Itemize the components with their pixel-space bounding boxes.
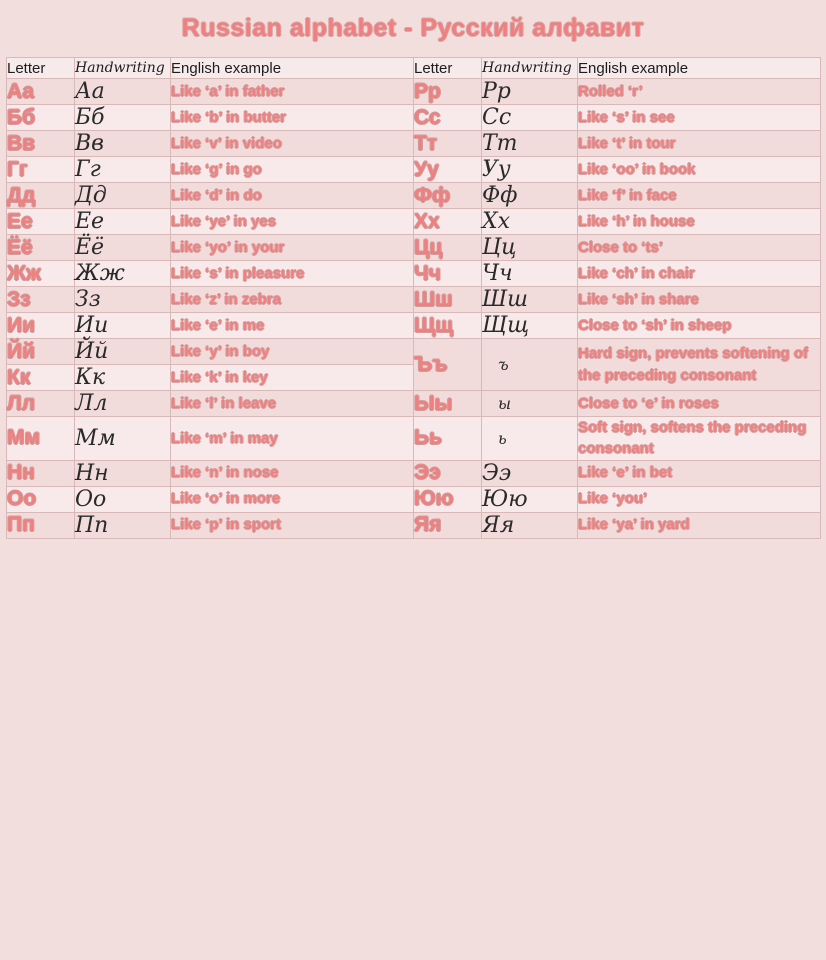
english-example-cell: Like ‘oo’ in book [578, 157, 821, 183]
letter-cell: Ёё [7, 235, 75, 261]
english-example-cell: Like ‘g’ in go [171, 157, 414, 183]
letter-cell: Ъъ [414, 339, 482, 391]
letter-cell: Вв [7, 131, 75, 157]
english-example-cell: Like ‘z’ in zebra [171, 287, 414, 313]
english-example-cell: Like ‘ye’ in yes [171, 209, 414, 235]
handwriting-cell: Ее [75, 209, 171, 235]
header-letter-right: Letter [414, 58, 482, 79]
english-example-cell: Close to ‘ts’ [578, 235, 821, 261]
handwriting-cell: Зз [75, 287, 171, 313]
letter-cell: Оо [7, 486, 75, 512]
english-example-cell: Like ‘h’ in house [578, 209, 821, 235]
table-row [7, 209, 821, 235]
handwriting-cell: Аа [75, 79, 171, 105]
handwriting-cell: Яя [482, 512, 578, 538]
handwriting-cell: Юю [482, 486, 578, 512]
handwriting-cell: Пп [75, 512, 171, 538]
english-example-cell: Like ‘k’ in key [171, 365, 414, 391]
handwriting-cell: Щщ [482, 313, 578, 339]
table-body [7, 79, 821, 539]
english-example-cell: Like ‘e’ in me [171, 313, 414, 339]
handwriting-cell: Хх [482, 209, 578, 235]
table-row [7, 261, 821, 287]
letter-cell: Сс [414, 105, 482, 131]
letter-cell: Ээ [414, 460, 482, 486]
english-example-cell: Like ‘d’ in do [171, 183, 414, 209]
letter-cell: Жж [7, 261, 75, 287]
letter-cell: Лл [7, 391, 75, 417]
handwriting-cell: Вв [75, 131, 171, 157]
english-example-cell: Like ‘o’ in more [171, 486, 414, 512]
header-handwriting-right: Handwriting [482, 58, 578, 79]
english-example-cell: Like ‘t’ in tour [578, 131, 821, 157]
table-row [7, 79, 821, 105]
english-example-cell: Like ‘ya’ in yard [578, 512, 821, 538]
table-row [7, 460, 821, 486]
handwriting-cell: Ээ [482, 460, 578, 486]
header-row [7, 58, 821, 79]
handwriting-cell: ъ [482, 339, 578, 391]
table-row [7, 131, 821, 157]
letter-cell: Цц [414, 235, 482, 261]
english-example-cell: Like ‘s’ in pleasure [171, 261, 414, 287]
letter-cell: Пп [7, 512, 75, 538]
letter-cell: Бб [7, 105, 75, 131]
letter-cell: Мм [7, 417, 75, 461]
english-example-cell: Like ‘y’ in boy [171, 339, 414, 365]
letter-cell: Йй [7, 339, 75, 365]
letter-cell: Кк [7, 365, 75, 391]
english-example-cell: Close to ‘e’ in roses [578, 391, 821, 417]
handwriting-cell: Фф [482, 183, 578, 209]
letter-cell: Ее [7, 209, 75, 235]
handwriting-cell: Жж [75, 261, 171, 287]
handwriting-cell: Нн [75, 460, 171, 486]
table-row [7, 486, 821, 512]
letter-cell: Чч [414, 261, 482, 287]
table-row [7, 391, 821, 417]
english-example-cell: Like ‘n’ in nose [171, 460, 414, 486]
handwriting-cell: Дд [75, 183, 171, 209]
letter-cell: Тт [414, 131, 482, 157]
english-example-cell: Like ‘a’ in father [171, 79, 414, 105]
english-example-cell: Like ‘b’ in butter [171, 105, 414, 131]
english-example-cell: Rolled ‘r’ [578, 79, 821, 105]
letter-cell: Ьь [414, 417, 482, 461]
table-row [7, 157, 821, 183]
handwriting-cell: Йй [75, 339, 171, 365]
letter-cell: Юю [414, 486, 482, 512]
english-example-cell: Like ‘v’ in video [171, 131, 414, 157]
handwriting-cell: Сс [482, 105, 578, 131]
letter-cell: Ии [7, 313, 75, 339]
letter-cell: Щщ [414, 313, 482, 339]
english-example-cell: Like ‘f’ in face [578, 183, 821, 209]
handwriting-cell: Гг [75, 157, 171, 183]
letter-cell: Дд [7, 183, 75, 209]
english-example-cell: Like ‘l’ in leave [171, 391, 414, 417]
letter-cell: Гг [7, 157, 75, 183]
letter-cell: Яя [414, 512, 482, 538]
handwriting-cell: Цц [482, 235, 578, 261]
letter-cell: Рр [414, 79, 482, 105]
letter-cell: Шш [414, 287, 482, 313]
handwriting-cell: Шш [482, 287, 578, 313]
handwriting-cell: Уу [482, 157, 578, 183]
table-row [7, 339, 821, 365]
handwriting-cell: ы [482, 391, 578, 417]
table-row [7, 313, 821, 339]
header-handwriting-left: Handwriting [75, 58, 171, 79]
handwriting-cell: Чч [482, 261, 578, 287]
letter-cell: Ыы [414, 391, 482, 417]
table-row [7, 417, 821, 461]
english-example-cell: Like ‘ch’ in chair [578, 261, 821, 287]
english-example-cell: Like ‘sh’ in share [578, 287, 821, 313]
english-example-cell: Soft sign, softens the preceding consonant [578, 417, 821, 461]
letter-cell: Зз [7, 287, 75, 313]
table-header [7, 58, 821, 79]
english-example-cell: Close to ‘sh’ in sheep [578, 313, 821, 339]
english-example-cell: Like ‘you’ [578, 486, 821, 512]
english-example-cell: Like ‘s’ in see [578, 105, 821, 131]
handwriting-cell: Ёё [75, 235, 171, 261]
handwriting-cell: ь [482, 417, 578, 461]
english-example-cell: Like ‘yo’ in your [171, 235, 414, 261]
handwriting-cell: Тт [482, 131, 578, 157]
table-row [7, 235, 821, 261]
letter-cell: Нн [7, 460, 75, 486]
table-row [7, 287, 821, 313]
handwriting-cell: Мм [75, 417, 171, 461]
handwriting-cell: Лл [75, 391, 171, 417]
page-title: Russian alphabet - Русский алфавит [181, 14, 645, 42]
table-row [7, 512, 821, 538]
letter-cell: Хх [414, 209, 482, 235]
header-letter-left: Letter [7, 58, 75, 79]
english-example-cell: Like ‘p’ in sport [171, 512, 414, 538]
russian-alphabet-table [6, 57, 821, 539]
letter-cell: Уу [414, 157, 482, 183]
letter-cell: Аа [7, 79, 75, 105]
handwriting-cell: Ии [75, 313, 171, 339]
english-example-cell: Like ‘m’ in may [171, 417, 414, 461]
handwriting-cell: Оо [75, 486, 171, 512]
table-row [7, 105, 821, 131]
handwriting-cell: Рр [482, 79, 578, 105]
table-row [7, 183, 821, 209]
header-example-left: English example [171, 58, 414, 79]
english-example-cell: Like ‘e’ in bet [578, 460, 821, 486]
english-example-cell: Hard sign, prevents softening of the preceding consonant [578, 339, 821, 391]
handwriting-cell: Кк [75, 365, 171, 391]
header-example-right: English example [578, 58, 821, 79]
letter-cell: Фф [414, 183, 482, 209]
handwriting-cell: Бб [75, 105, 171, 131]
